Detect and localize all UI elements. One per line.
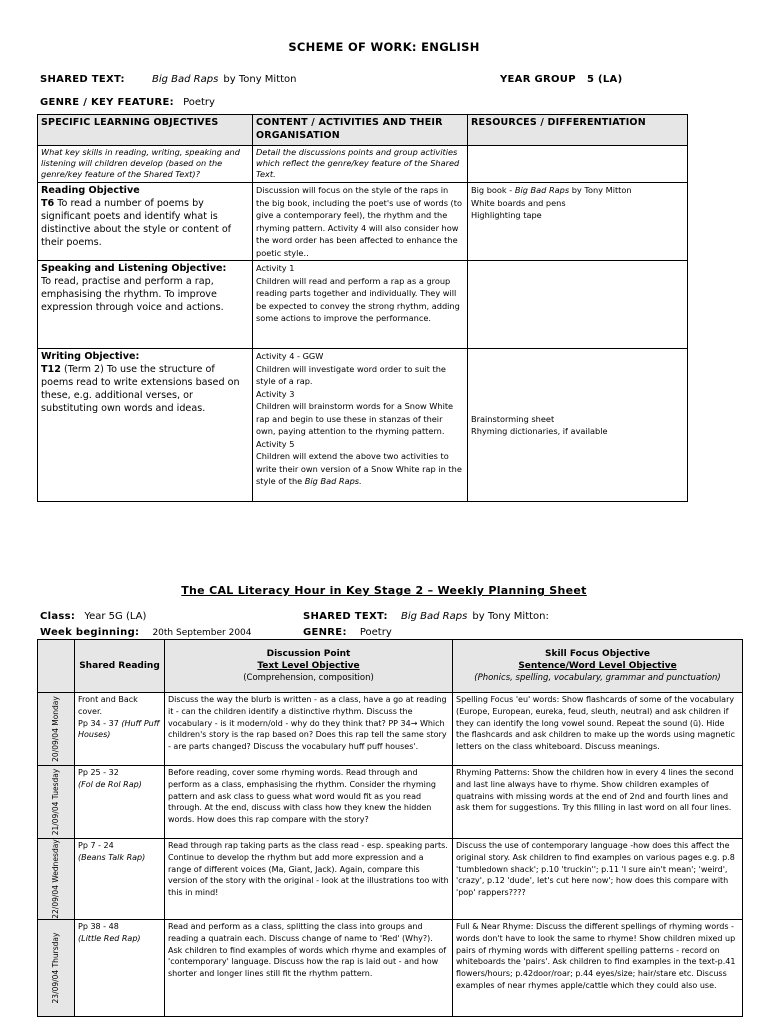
- speaking-row: [38, 261, 688, 349]
- scheme-header-row: [38, 115, 688, 146]
- writing-heading: Writing Objective:: [41, 351, 140, 362]
- weekly-header-row: [38, 640, 743, 693]
- speaking-content: [253, 261, 468, 349]
- reading-objective: [38, 183, 253, 261]
- writing-row: [38, 349, 688, 502]
- monday-date: 20/09/04 Monday: [38, 693, 75, 766]
- monday-skill: Spelling Focus 'eu' words: Show flashcards of some of the vocabulary (Europe, European, eureka, feud, sleuth, neutral) and ask children if they can identify the long vowel sound. Repeat the sound (ū). Hide the flashcards and ask children to make up the words using magnetic letters on the class whiteboard. Discuss meanings.: [453, 693, 743, 766]
- genre-value: Poetry: [183, 97, 215, 108]
- writing-resources: [468, 349, 688, 502]
- thursday-row: [38, 920, 743, 1017]
- genre-line: [40, 90, 215, 109]
- page-title: SCHEME OF WORK: ENGLISH: [288, 40, 480, 54]
- shared-text-author: by Tony Mitton: [223, 74, 297, 85]
- writing-text: (Term 2) To use the structure of poems read to write extensions based on these, e.g. additional verses, or substituting own words and ideas.: [41, 364, 240, 414]
- resource-highlighting: Highlighting tape: [471, 210, 542, 220]
- reading-code: T6: [41, 198, 55, 209]
- shared-text-label: SHARED TEXT:: [40, 74, 125, 85]
- tuesday-date: 21/09/04 Tuesday: [38, 766, 75, 839]
- tuesday-discussion: Before reading, cover some rhyming words. Read through and perform as a class, emphasising the rhythm. Consider the rhyming pattern and ask class to guess what word would fit as you read through. At the end, discuss with class how they knew the hidden words. How does this rap compare with the story?: [165, 766, 453, 839]
- activity-3-text: Children will brainstorm words for a Snow White rap and begin to use these in stanzas of their own, paying attention to the rhyming pattern.: [256, 401, 454, 436]
- activity-3-label: Activity 3: [256, 388, 295, 399]
- genre-label: GENRE / KEY FEATURE:: [40, 97, 174, 108]
- speaking-objective: [38, 261, 253, 349]
- tuesday-reading: Pp 25 - 32 (Fol de Rol Rap): [75, 766, 165, 839]
- scheme-table: [37, 114, 688, 502]
- resource-whiteboards: White boards and pens: [471, 197, 566, 208]
- wednesday-reading: Pp 7 - 24 (Beans Talk Rap): [75, 839, 165, 920]
- thursday-date: 23/09/04 Thursday: [38, 920, 75, 1017]
- year-group-label: YEAR GROUP: [500, 74, 576, 85]
- tuesday-row: [38, 766, 743, 839]
- writing-objective: [38, 349, 253, 502]
- activity-5-text: Children will extend the above two activities to write their own version of a Snow White rap in the style of the Big Bad Raps.: [256, 451, 462, 486]
- monday-reading: Front and Back cover. Pp 34 - 37 (Huff Puff Houses): [75, 693, 165, 766]
- reading-heading: Reading Objective: [41, 185, 140, 196]
- wednesday-discussion: Read through rap taking parts as the class read - esp. speaking parts. Continue to develop the rhythm but add more expression and a range of different voices (Ma, Giant, Jack). Again, compare this version of the story with the original - look at the illustrations too with this in mind!: [165, 839, 453, 920]
- class-value: Year 5G (LA): [84, 611, 147, 622]
- speaking-heading: Speaking and Listening Objective:: [41, 263, 227, 274]
- resource-brainstorming: Brainstorming sheet: [471, 413, 555, 424]
- year-group-line: [500, 67, 622, 86]
- class-label: Class:: [40, 611, 76, 622]
- thursday-discussion: Read and perform as a class, splitting the class into groups and reading a quatrain each. Discuss change of name to 'Red' (Why?). Ask children to find examples of words which rhyme and examples of 'contemporary' language. Discuss how the rap is laid out - and how shorter and longer lines still fit the rhythm pattern.: [165, 920, 453, 1017]
- weekly-shared-author: by Tony Mitton:: [472, 611, 549, 622]
- thursday-skill: Full & Near Rhyme: Discuss the different spellings of rhyming words - words don't have to look the same to rhyme! Show children mixed up pairs of rhyming words with different spelling patterns - record on whiteboards the 'pairs'. Ask children to find examples in the text-p.41 flowers/hours; p.42door/roar; p.44 eyes/size; hair/stare etc. Discuss examples of near rhymes apple/cattle which they could also use.: [453, 920, 743, 1017]
- thursday-reading: Pp 38 - 48 (Little Red Rap): [75, 920, 165, 1017]
- wednesday-date: 22/09/04 Wednesday: [38, 839, 75, 920]
- speaking-text: To read, practise and perform a rap, emphasising the rhythm. To improve expression through voice and actions.: [41, 276, 224, 313]
- header-content: CONTENT / ACTIVITIES AND THEIR ORGANISATION: [253, 115, 468, 146]
- resource-big-book: Big book - Big Bad Raps by Tony Mitton: [471, 185, 632, 195]
- monday-discussion: Discuss the way the blurb is written - as a class, have a go at reading it - can the children identify a distinctive rhythm. Discuss the vocabulary - is it modern/old - why do they think that? PP 34→ Which children's story is the rap based on? Does this rap tell the same story - are parts changed? Discuss the vocabulary huff puff houses'.: [165, 693, 453, 766]
- weekly-table: [37, 639, 743, 1017]
- reading-resources: [468, 183, 688, 261]
- header-discussion: Discussion Point Text Level Objective (Comprehension, composition): [165, 640, 453, 693]
- resource-dictionaries: Rhyming dictionaries, if available: [471, 426, 608, 436]
- header-objectives: SPECIFIC LEARNING OBJECTIVES: [38, 115, 253, 146]
- header-blank: [38, 640, 75, 693]
- header-shared-reading: Shared Reading: [75, 640, 165, 693]
- weekly-shared-label: SHARED TEXT:: [303, 611, 388, 622]
- header-skill-focus: Skill Focus Objective Sentence/Word Level Objective (Phonics, spelling, vocabulary, grammar and punctuation): [453, 640, 743, 693]
- year-group-value: 5 (LA): [586, 74, 623, 85]
- activity-4-label: Activity 4 - GGW: [256, 351, 324, 361]
- writing-content: [253, 349, 468, 502]
- weekly-genre-line: [303, 620, 392, 639]
- scheme-intro-row: [38, 146, 688, 183]
- wednesday-row: [38, 839, 743, 920]
- week-line: [40, 620, 252, 639]
- weekly-genre-label: GENRE:: [303, 627, 347, 638]
- week-value: 20th September 2004: [152, 628, 252, 638]
- reading-row: [38, 183, 688, 261]
- activity-1-text: Children will read and perform a rap as a group reading parts together and individually. They will be expected to convey the strong rhythm, adding some actions to improve the performance.: [256, 275, 460, 323]
- weekly-genre-value: Poetry: [359, 627, 392, 638]
- activity-5-label: Activity 5: [256, 438, 295, 449]
- intro-content: Detail the discussions points and group activities which reflect the genre/key feature of the Shared Text.: [253, 146, 468, 183]
- tuesday-skill: Rhyming Patterns: Show the children how in every 4 lines the second and last line always have to rhyme. Show children examples of quatrains with missing words at the end of 2nd and fourth lines and ask them for suggestions. Try this filling in last word on all four lines.: [453, 766, 743, 839]
- speaking-resources: [468, 261, 688, 349]
- activity-1-label: Activity 1: [256, 263, 295, 273]
- weekly-shared-title: Big Bad Raps: [400, 611, 468, 622]
- writing-code: T12: [41, 364, 61, 375]
- header-resources: RESOURCES / DIFFERENTIATION: [468, 115, 688, 146]
- shared-text-line: [40, 67, 297, 86]
- activity-4-text: Children will investigate word order to suit the style of a rap.: [256, 363, 446, 386]
- shared-text-title: Big Bad Raps: [151, 74, 219, 85]
- monday-row: [38, 693, 743, 766]
- intro-resources: [468, 146, 688, 183]
- weekly-title: The CAL Literacy Hour in Key Stage 2 – Weekly Planning Sheet: [181, 584, 587, 597]
- wednesday-skill: Discuss the use of contemporary language -how does this affect the original story. Ask children to find examples on various pages e.g. p.8 'tumbledown shack'; p.10 'truckin''; p.11 'I sure ain't mean'; 'weird', 'crazy', p.12 'dude', let's cut here now'; how does this compare with 'pop' rappers????: [453, 839, 743, 920]
- reading-text: To read a number of poems by significant poets and identify what is distinctive about the style or content of their poems.: [41, 198, 232, 248]
- reading-content: Discussion will focus on the style of the raps in the big book, including the poet's use of words (to give a contemporary feel), the rhythm and the rhyming pattern. Activity 4 will also consider how the word order has been affected to enhance the poetic style..: [253, 183, 468, 261]
- intro-objectives: What key skills in reading, writing, speaking and listening will children develop (based on the genre/key feature of the Shared Text)?: [38, 146, 253, 183]
- week-label: Week beginning:: [40, 627, 140, 638]
